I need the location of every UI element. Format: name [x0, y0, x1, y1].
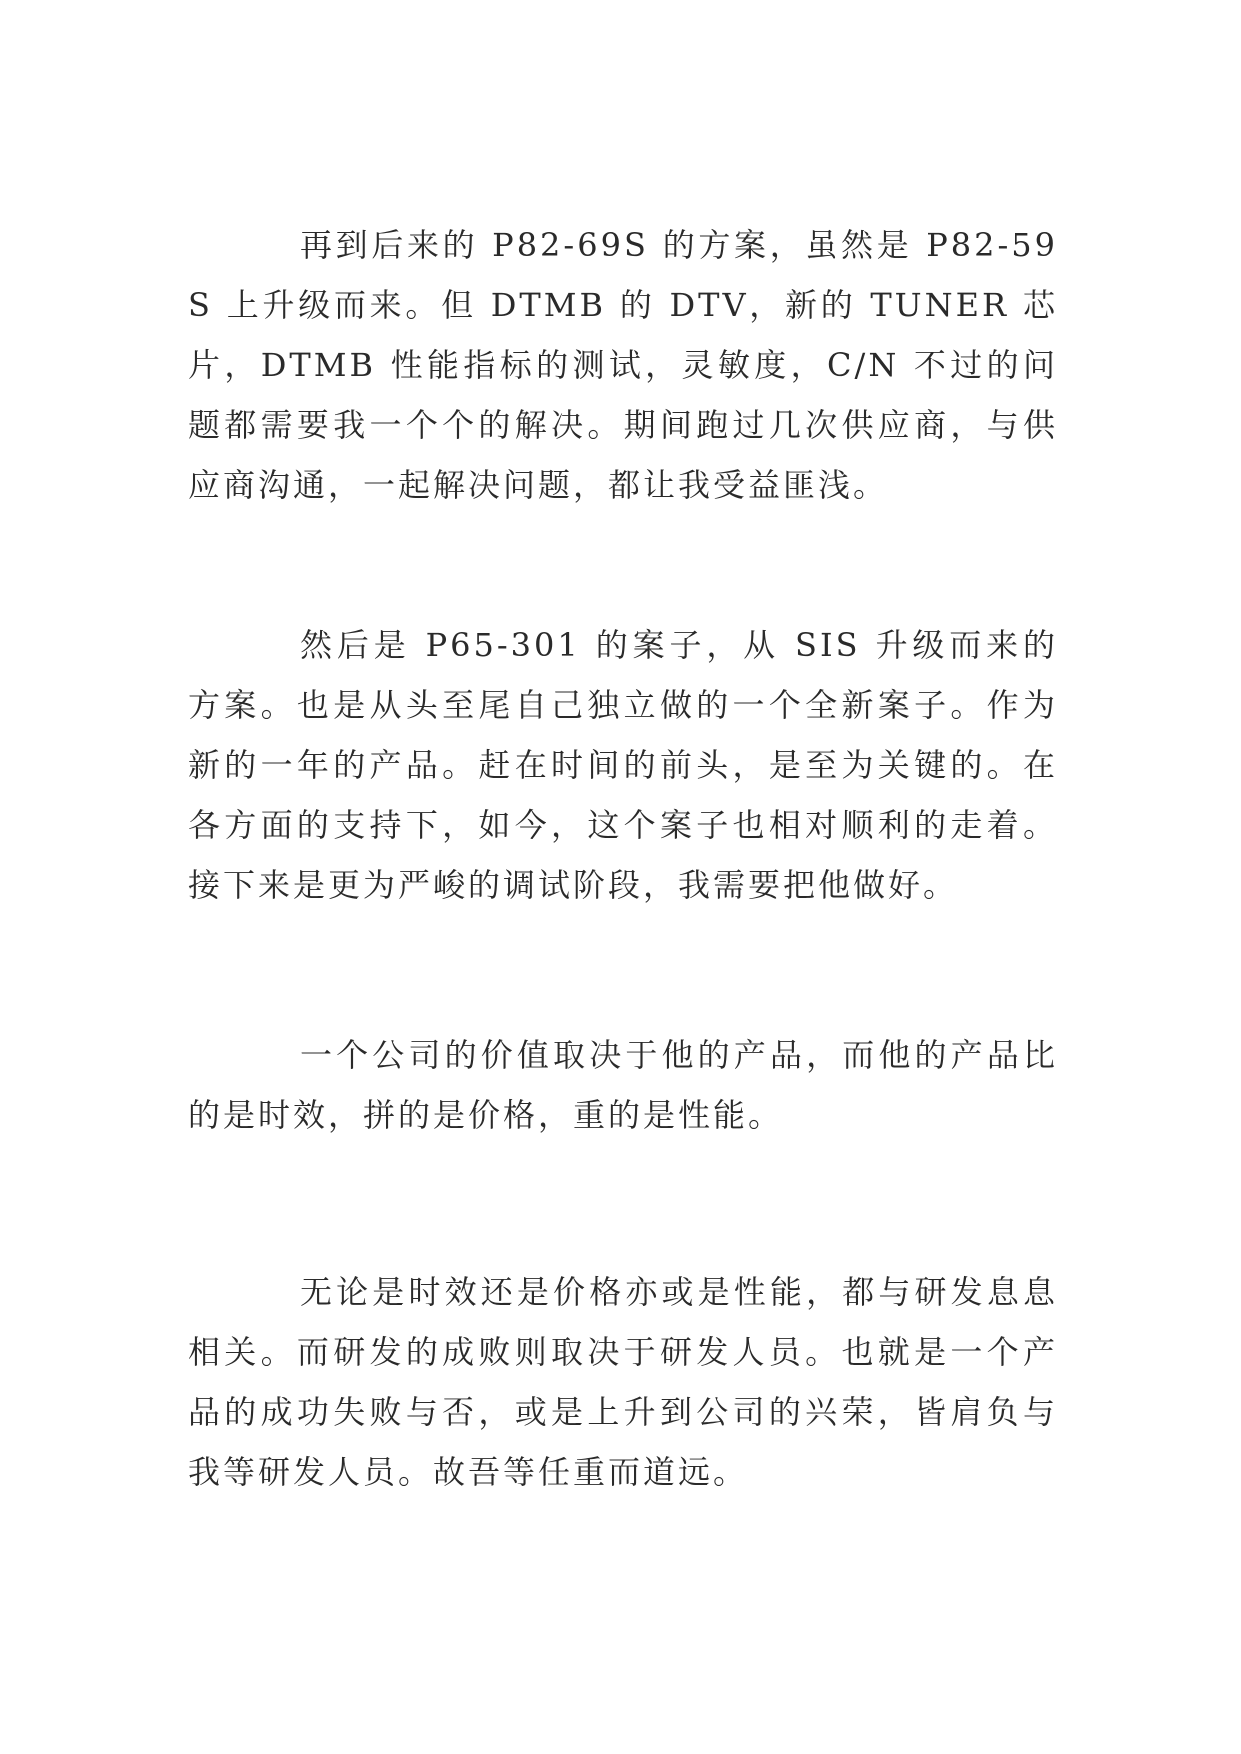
paragraph-p82-69s: 再到后来的 P82-69S 的方案，虽然是 P82-59S 上升级而来。但 DTMB 的 DTV，新的 TUNER 芯片，DTMB 性能指标的测试，灵敏度，C/N 不过的问题都需要我一个个的解决。期间跑过几次供应商，与供应商沟通，一起解决问题，都让我受益匪浅。	[188, 226, 1058, 504]
paragraph-p65-301: 然后是 P65-301 的案子，从 SIS 升级而来的方案。也是从头至尾自己独立做的一个全新案子。作为新的一年的产品。赶在时间的前头，是至为关键的。在各方面的支持下，如今，这个案子也相对顺利的走着。接下来是更为严峻的调试阶段，我需要把他做好。	[188, 626, 1058, 904]
paragraph-company-value: 一个公司的价值取决于他的产品，而他的产品比的是时效，拼的是价格，重的是性能。	[188, 1036, 1058, 1134]
paragraph-rd-responsibility: 无论是时效还是价格亦或是性能，都与研发息息相关。而研发的成败则取决于研发人员。也就是一个产品的成功失败与否，或是上升到公司的兴荣，皆肩负与我等研发人员。故吾等任重而道远。	[188, 1273, 1058, 1491]
